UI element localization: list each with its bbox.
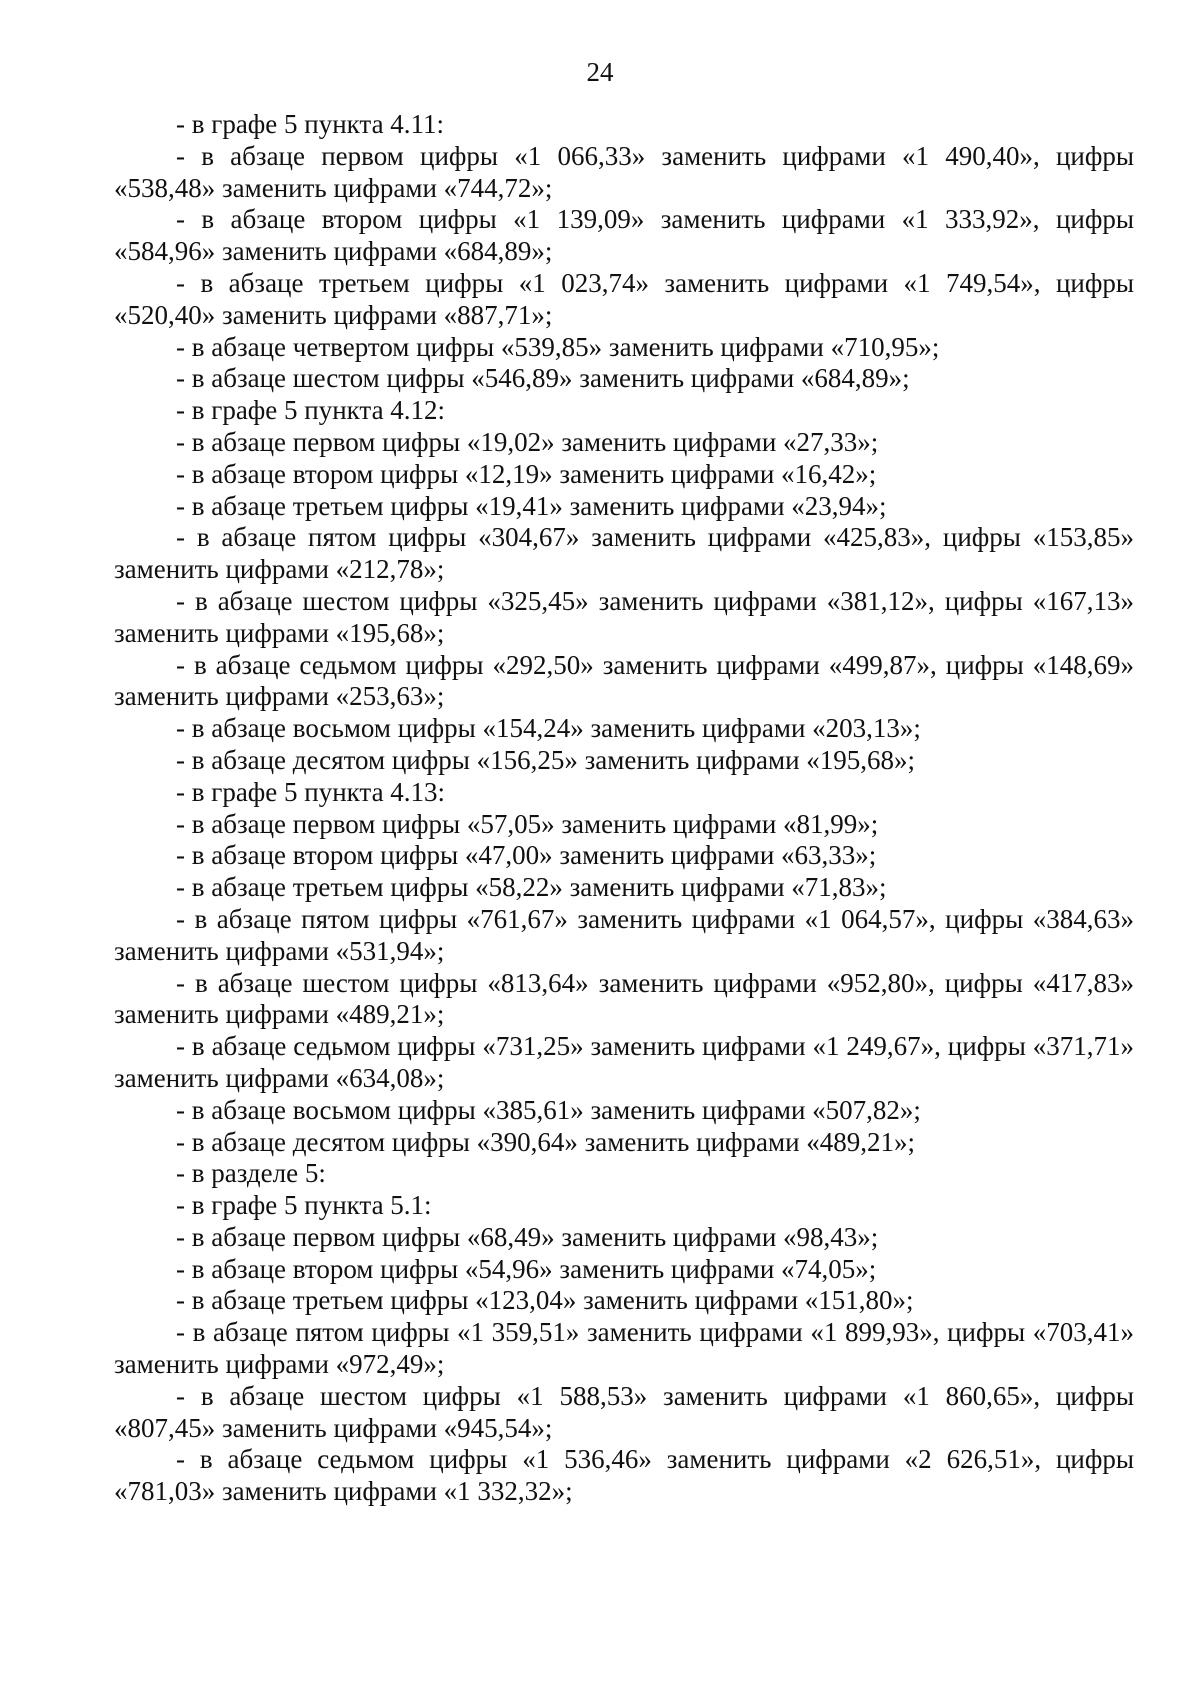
amendment-paragraph: - в абзаце пятом цифры «761,67» заменить цифрами «1 064,57», цифры «384,63» заменить цифрами «531,94»; bbox=[114, 903, 1134, 966]
amendment-paragraph: - в графе 5 пункта 4.12: bbox=[176, 395, 446, 426]
amendment-paragraph: - в разделе 5: bbox=[176, 1158, 326, 1189]
amendment-paragraph: - в абзаце четвертом цифры «539,85» заменить цифрами «710,95»; bbox=[176, 331, 940, 362]
amendment-paragraph: - в абзаце шестом цифры «325,45» заменить цифрами «381,12», цифры «167,13» заменить цифрами «195,68»; bbox=[114, 585, 1134, 648]
amendment-paragraph: - в абзаце седьмом цифры «292,50» заменить цифрами «499,87», цифры «148,69» заменить цифрами «253,63»; bbox=[114, 649, 1134, 712]
amendment-paragraph: - в абзаце втором цифры «12,19» заменить цифрами «16,42»; bbox=[176, 458, 877, 489]
amendment-paragraph: - в абзаце первом цифры «57,05» заменить цифрами «81,99»; bbox=[176, 808, 879, 839]
amendment-paragraph: - в абзаце втором цифры «47,00» заменить цифрами «63,33»; bbox=[176, 840, 877, 871]
page-number: 24 bbox=[586, 57, 614, 87]
amendment-paragraph: - в графе 5 пункта 5.1: bbox=[176, 1190, 432, 1221]
amendment-paragraph: - в абзаце шестом цифры «813,64» заменить цифрами «952,80», цифры «417,83» заменить цифрами «489,21»; bbox=[114, 967, 1134, 1030]
amendment-paragraph: - в абзаце десятом цифры «156,25» заменить цифрами «195,68»; bbox=[176, 744, 916, 775]
amendment-paragraph: - в абзаце втором цифры «1 139,09» заменить цифрами «1 333,92», цифры «584,96» заменить цифрами «684,89»; bbox=[114, 204, 1134, 267]
amendment-paragraph: - в абзаце первом цифры «19,02» заменить цифрами «27,33»; bbox=[176, 426, 879, 457]
amendment-paragraph: - в графе 5 пункта 4.11: bbox=[176, 109, 445, 139]
amendment-paragraph: - в абзаце седьмом цифры «731,25» заменить цифрами «1 249,67», цифры «371,71» заменить цифрами «634,08»; bbox=[114, 1031, 1134, 1093]
amendment-paragraph: - в абзаце шестом цифры «546,89» заменить цифрами «684,89»; bbox=[176, 363, 910, 394]
amendment-paragraph: - в абзаце третьем цифры «123,04» заменить цифрами «151,80»; bbox=[176, 1285, 914, 1316]
amendment-paragraph: - в абзаце десятом цифры «390,64» заменить цифрами «489,21»; bbox=[176, 1126, 916, 1157]
amendment-paragraph: - в абзаце втором цифры «54,96» заменить цифрами «74,05»; bbox=[176, 1253, 877, 1284]
amendment-paragraph: - в абзаце первом цифры «1 066,33» заменить цифрами «1 490,40», цифры «538,48» заменить цифрами «744,72»; bbox=[114, 140, 1134, 203]
amendment-paragraph: - в абзаце восьмом цифры «154,24» заменить цифрами «203,13»; bbox=[176, 713, 921, 744]
amendment-paragraph: - в абзаце первом цифры «68,49» заменить цифрами «98,43»; bbox=[176, 1221, 879, 1252]
amendment-paragraph: - в абзаце пятом цифры «304,67» заменить цифрами «425,83», цифры «153,85» заменить цифрами «212,78»; bbox=[114, 522, 1134, 585]
amendment-paragraph: - в абзаце третьем цифры «58,22» заменить цифрами «71,83»; bbox=[176, 872, 887, 903]
amendment-paragraph: - в графе 5 пункта 4.13: bbox=[176, 776, 446, 807]
amendment-list bbox=[114, 109, 1134, 1508]
amendment-paragraph: - в абзаце пятом цифры «1 359,51» заменить цифрами «1 899,93», цифры «703,41» заменить цифрами «972,49»; bbox=[114, 1317, 1134, 1380]
amendment-paragraph: - в абзаце шестом цифры «1 588,53» заменить цифрами «1 860,65», цифры «807,45» заменить цифрами «945,54»; bbox=[114, 1380, 1134, 1443]
amendment-paragraph: - в абзаце седьмом цифры «1 536,46» заменить цифрами «2 626,51», цифры «781,03» заменить цифрами «1 332,32»; bbox=[114, 1444, 1134, 1507]
amendment-paragraph: - в абзаце третьем цифры «1 023,74» заменить цифрами «1 749,54», цифры «520,40» заменить цифрами «887,71»; bbox=[114, 267, 1134, 330]
amendment-paragraph: - в абзаце третьем цифры «19,41» заменить цифрами «23,94»; bbox=[176, 490, 887, 521]
amendment-paragraph: - в абзаце восьмом цифры «385,61» заменить цифрами «507,82»; bbox=[176, 1094, 921, 1125]
